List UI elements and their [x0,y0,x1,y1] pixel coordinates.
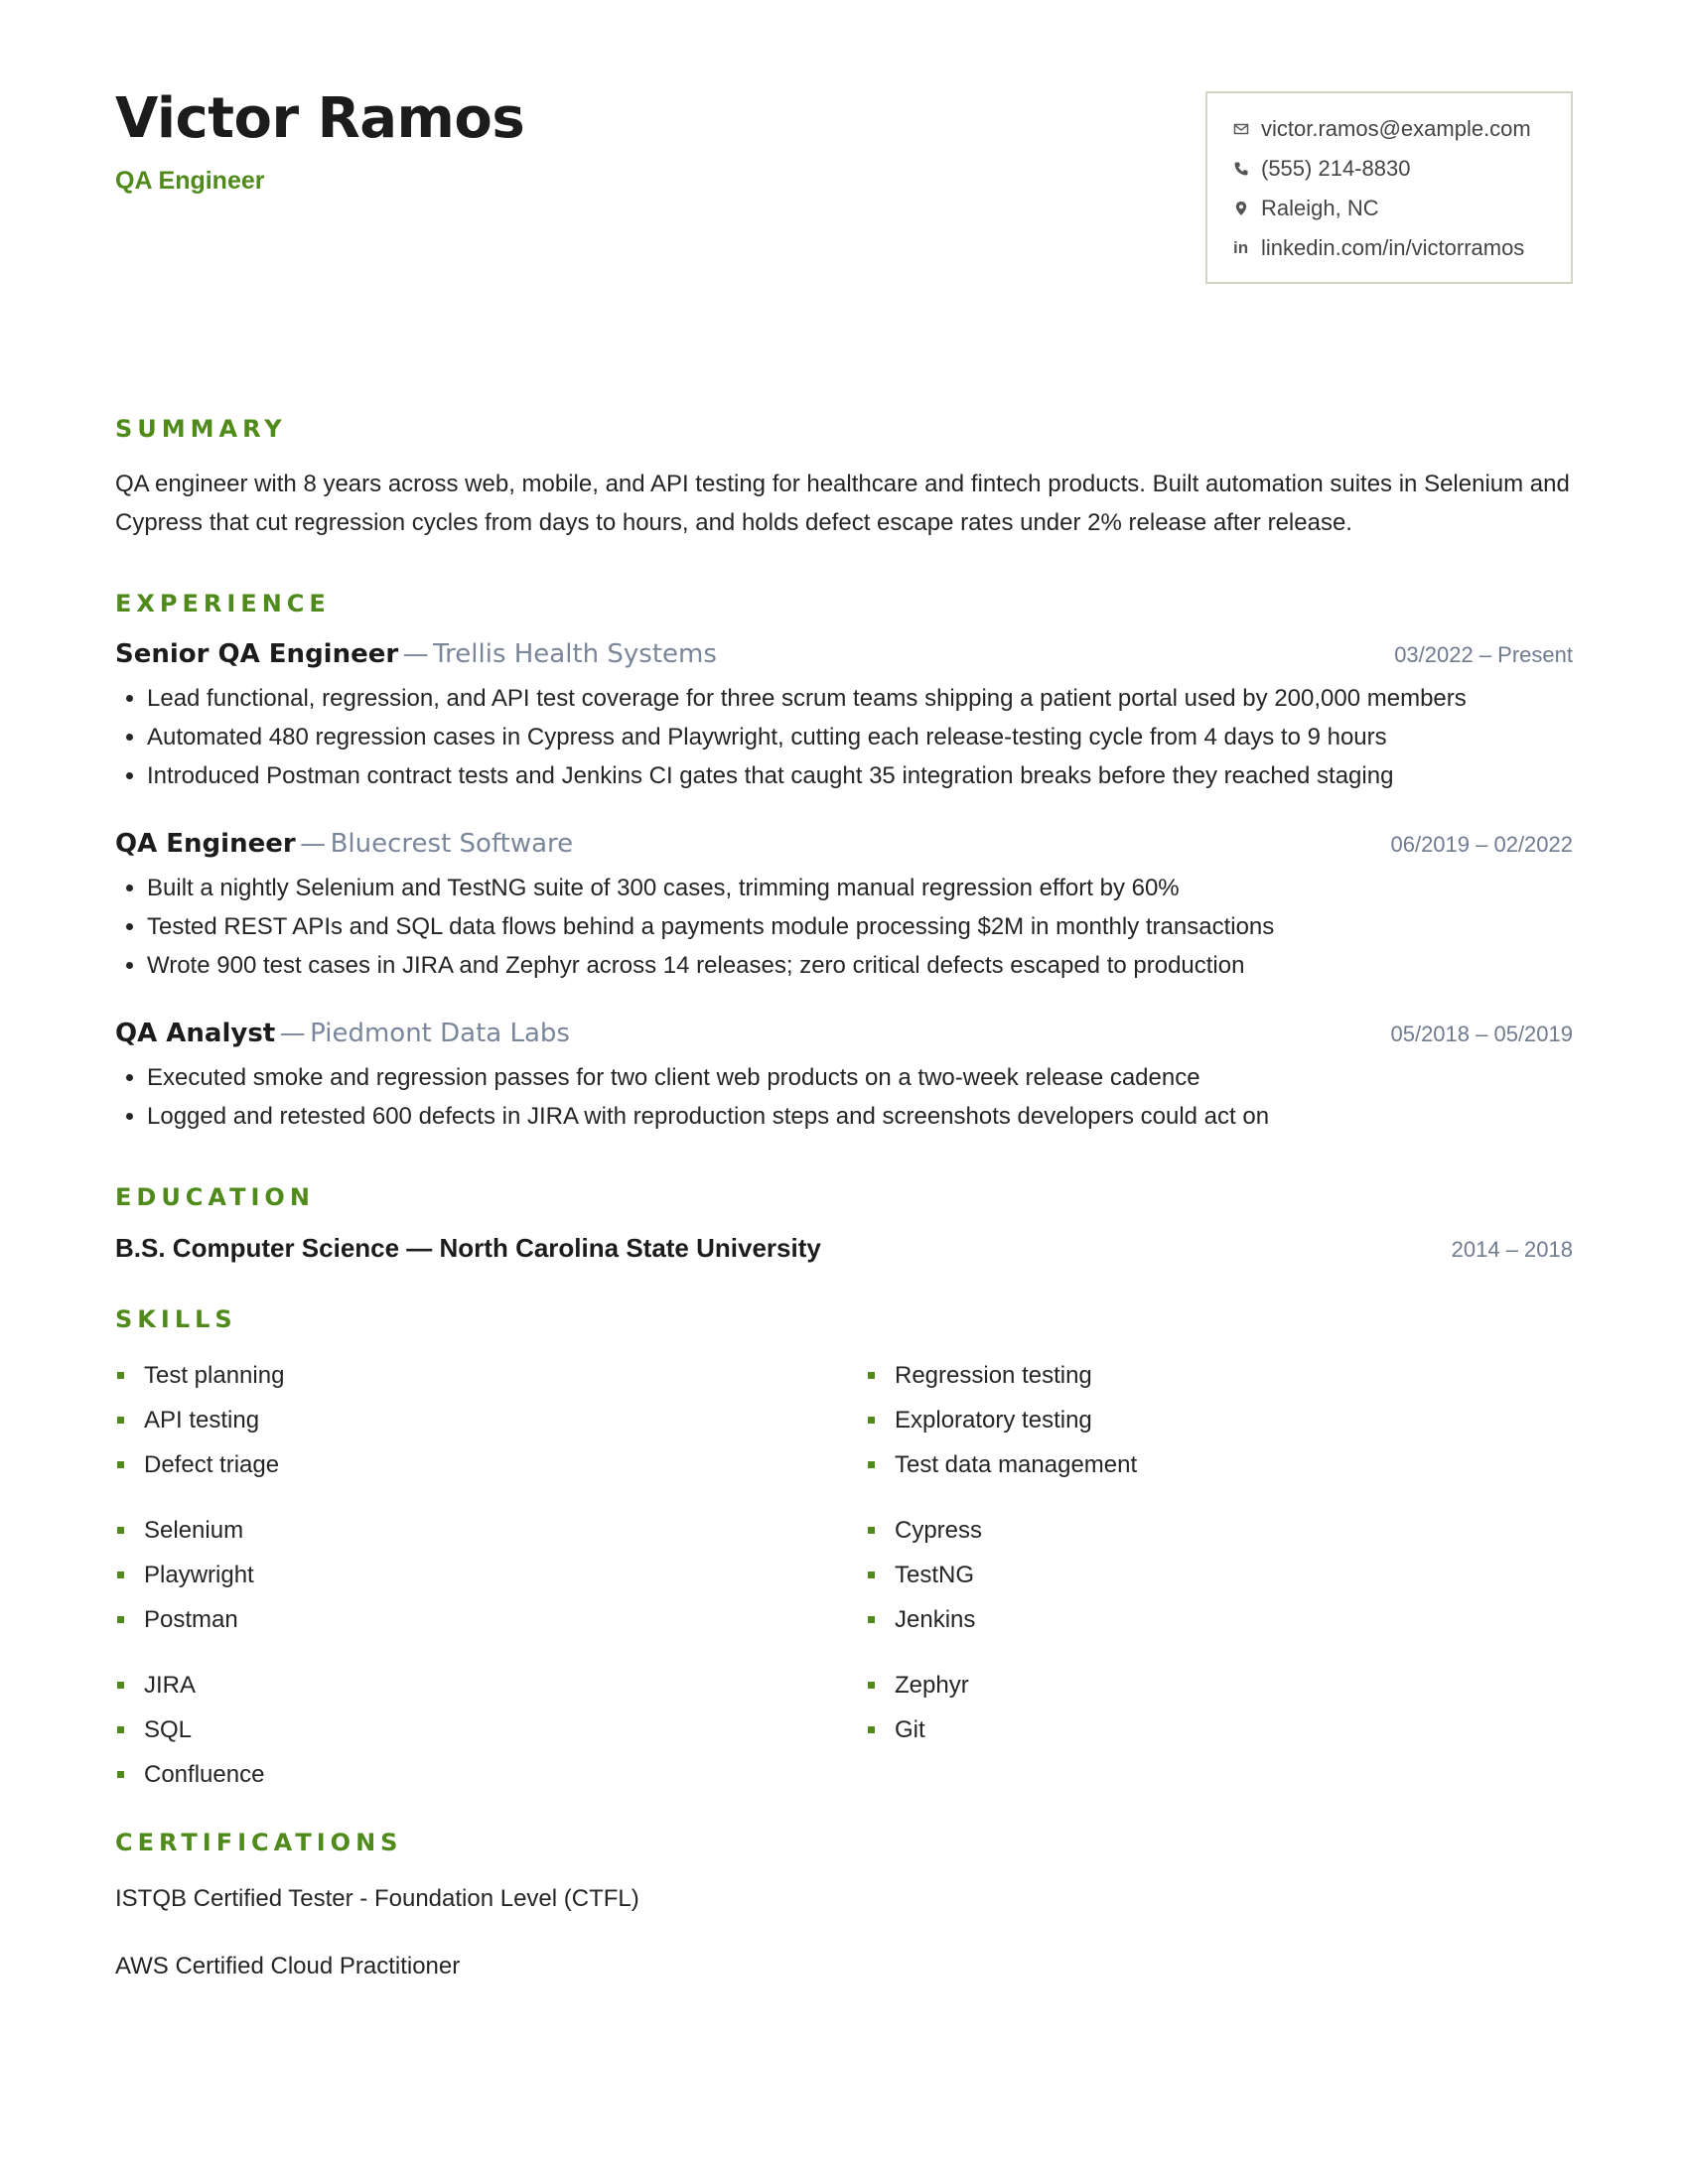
candidate-role: QA Engineer [115,167,265,195]
job-separator: — [279,1019,306,1048]
bullet-square-icon [868,1616,875,1623]
job-header [115,829,1573,859]
education-section [115,1183,1573,1264]
education-heading: EDUCATION [115,1183,315,1211]
bullet-square-icon [117,1616,124,1623]
summary-section [115,415,1573,542]
education-entry [115,1233,1573,1264]
job-dates: 03/2022 – Present [1394,642,1573,667]
linkedin-icon: in [1233,238,1249,257]
contact-phone-text: (555) 214-8830 [1261,156,1411,181]
contact-email[interactable] [1233,109,1571,149]
contact-box [1205,91,1573,284]
job-entry [115,1019,1573,1136]
resume-header [115,86,1573,300]
experience-heading: EXPERIENCE [115,590,331,617]
job-title: QA Analyst [115,1019,276,1048]
skills-heading: SKILLS [115,1305,237,1333]
skill-column-left [115,1508,866,1642]
skill-column-right [866,1663,1573,1797]
skill-item: Confluence [115,1752,866,1797]
skill-item: Git [866,1707,1573,1752]
skill-item: Test planning [115,1353,866,1398]
contact-location-text: Raleigh, NC [1261,196,1379,220]
bullet-square-icon [868,1571,875,1578]
bullet-square-icon [117,1682,124,1689]
job-separator: — [300,829,327,859]
bullet-square-icon [117,1527,124,1534]
job-title: Senior QA Engineer [115,639,399,669]
skill-group [115,1663,1573,1797]
job-bullet: • Wrote 900 test cases in JIRA and Zephyr across 14 releases; zero critical defects escaped to production [147,946,1573,985]
job-bullet: • Lead functional, regression, and API test coverage for three scrum teams shipping a patient portal used by 200,000 members [147,679,1573,718]
skill-item: Exploratory testing [866,1398,1573,1442]
job-title: QA Engineer [115,829,296,859]
job-bullet: • Logged and retested 600 defects in JIRA with reproduction steps and screenshots developers could act on [147,1097,1573,1136]
job-separator: — [402,639,429,669]
education-degree: B.S. Computer Science — North Carolina State University [115,1233,821,1263]
bullet-square-icon [117,1771,124,1778]
job-bullets [115,1058,1573,1136]
education-dates: 2014 – 2018 [1451,1237,1573,1262]
skill-item: Selenium [115,1508,866,1553]
skill-item: Test data management [866,1442,1573,1487]
certification-item: ISTQB Certified Tester - Foundation Level (CTFL) [115,1885,639,1912]
summary-text: QA engineer with 8 years across web, mobile, and API testing for healthcare and fintech products. Built automation suites in Selenium and Cypress that cut regression cycles from days to hours, and holds defect escape rates under 2% release after release. [115,471,1570,536]
skill-item: Jenkins [866,1597,1573,1642]
skill-item: Regression testing [866,1353,1573,1398]
skill-column-right [866,1353,1573,1487]
job-bullet: • Tested REST APIs and SQL data flows behind a payments module processing $2M in monthly transactions [147,907,1573,946]
skill-item: Cypress [866,1508,1573,1553]
job-bullets [115,679,1573,795]
bullet-square-icon [117,1571,124,1578]
job-bullet: • Built a nightly Selenium and TestNG suite of 300 cases, trimming manual regression effort by 60% [147,869,1573,907]
skills-section [115,1305,1573,1797]
skill-column-right [866,1508,1573,1642]
job-bullet: • Introduced Postman contract tests and Jenkins CI gates that caught 35 integration breaks before they reached staging [147,756,1573,795]
job-header [115,1019,1573,1048]
contact-location [1233,189,1571,228]
bullet-square-icon [117,1461,124,1468]
map-pin-icon [1233,201,1255,216]
certifications-section [115,1829,1573,1983]
bullet-square-icon [117,1726,124,1733]
skill-item: Defect triage [115,1442,866,1487]
skill-group [115,1353,1573,1487]
bullet-square-icon [117,1417,124,1424]
job-dates: 06/2019 – 02/2022 [1390,832,1573,857]
contact-phone[interactable] [1233,149,1571,189]
certification-item: AWS Certified Cloud Practitioner [115,1953,461,1979]
summary-heading: SUMMARY [115,415,287,443]
job-entry [115,639,1573,795]
bullet-square-icon [868,1417,875,1424]
contact-linkedin-text: linkedin.com/in/victorramos [1261,235,1525,260]
skill-item: Playwright [115,1553,866,1597]
job-header [115,639,1573,669]
candidate-name: Victor Ramos [115,86,525,151]
skill-item: Zephyr [866,1663,1573,1707]
bullet-square-icon [117,1372,124,1379]
bullet-square-icon [868,1372,875,1379]
certification-list [115,1882,1573,1983]
skill-item: Postman [115,1597,866,1642]
skill-item: TestNG [866,1553,1573,1597]
skill-group [115,1508,1573,1642]
job-company: Piedmont Data Labs [310,1019,570,1048]
job-entry [115,829,1573,985]
job-bullets [115,869,1573,985]
job-bullet: • Executed smoke and regression passes for two client web products on a two-week release cadence [147,1058,1573,1097]
skill-item: JIRA [115,1663,866,1707]
job-dates: 05/2018 – 05/2019 [1390,1022,1573,1046]
experience-section [115,590,1573,1136]
skill-column-left [115,1663,866,1797]
bullet-square-icon [868,1682,875,1689]
job-company: Trellis Health Systems [433,639,717,669]
phone-icon [1233,161,1255,177]
bullet-square-icon [868,1527,875,1534]
job-company: Bluecrest Software [330,829,574,859]
bullet-square-icon [868,1726,875,1733]
job-bullet: • Automated 480 regression cases in Cypress and Playwright, cutting each release-testing cycle from 4 days to 9 hours [147,718,1573,756]
skill-item: SQL [115,1707,866,1752]
skill-groups [115,1353,1573,1797]
bullet-square-icon [868,1461,875,1468]
skill-item: API testing [115,1398,866,1442]
skill-column-left [115,1353,866,1487]
mail-icon [1233,121,1255,137]
contact-email-text: victor.ramos@example.com [1261,116,1531,141]
certifications-heading: CERTIFICATIONS [115,1829,403,1856]
contact-linkedin[interactable] [1233,228,1571,268]
